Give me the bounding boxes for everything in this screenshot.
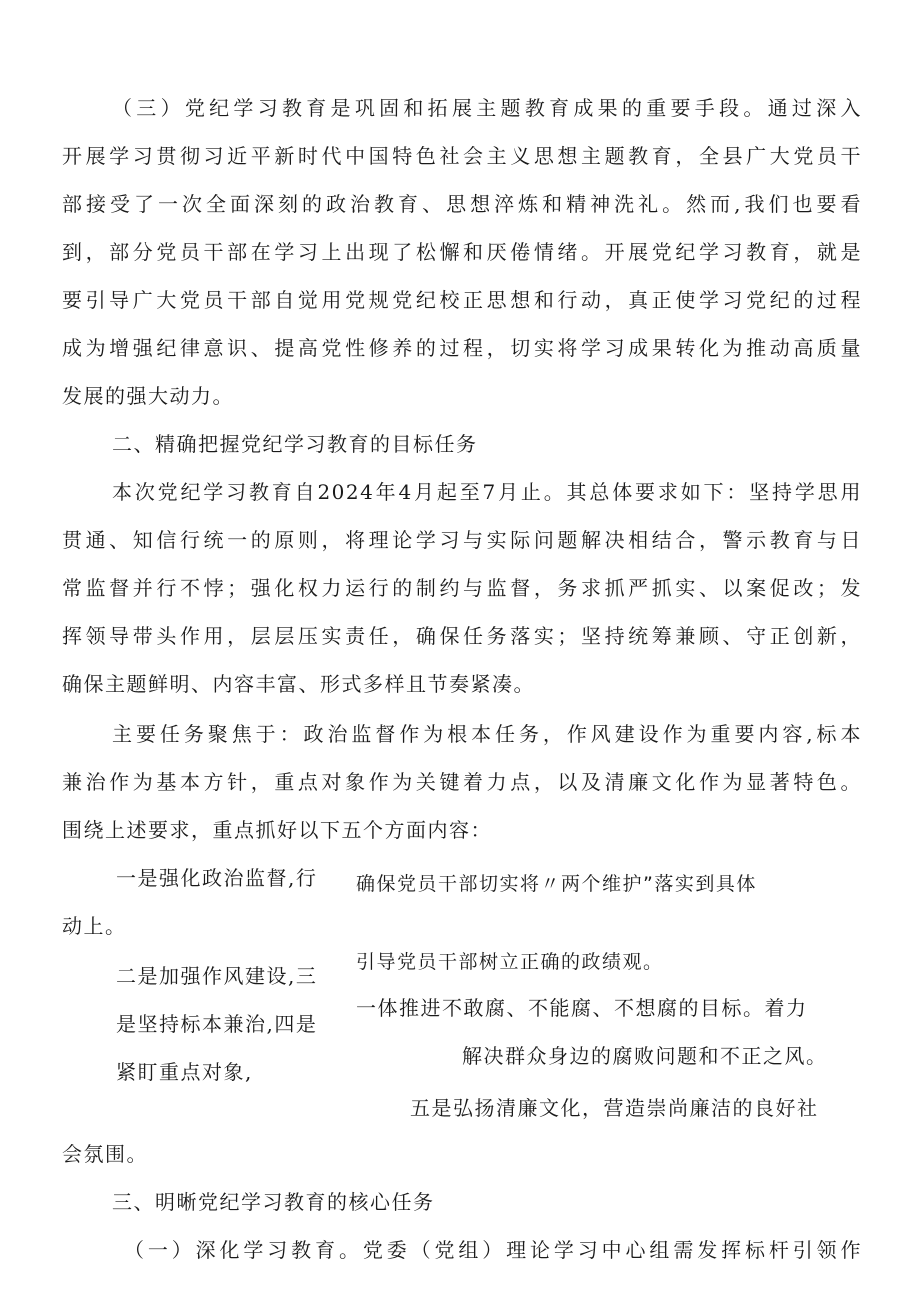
paragraph-line: （一）深化学习教育。党委（党组）理论学习中心组需发挥标杆引领作 <box>124 1238 862 1262</box>
text-fragment: 二是加强作风建设,三 <box>116 964 318 988</box>
paragraph-line: 常监督并行不悖；强化权力运行的制约与监督，务求抓严抓实、以案促改；发 <box>62 576 862 600</box>
section-heading: 三、明晰党纪学习教育的核心任务 <box>112 1190 435 1214</box>
paragraph-line: 围绕上述要求，重点抓好以下五个方面内容： <box>62 818 492 842</box>
text-fragment: 引导党员干部树立正确的政绩观。 <box>356 951 664 973</box>
paragraph-line: 到，部分党员干部在学习上出现了松懈和厌倦情绪。开展党纪学习教育，就是 <box>62 240 862 264</box>
paragraph-line: 要引导广大党员干部自觉用党规党纪校正思想和行动，真正使学习党纪的过程 <box>62 288 862 312</box>
text-fragment: 五是弘扬清廉文化，营造崇尚廉洁的良好社 <box>410 1096 819 1120</box>
text-fragment: 是坚持标本兼治,四是 <box>116 1012 318 1036</box>
paragraph-line: 挥领导带头作用，层层压实责任，确保任务落实；坚持统筹兼顾、守正创新， <box>62 624 862 648</box>
paragraph-line: 确保主题鲜明、内容丰富、形式多样且节奏紧凑。 <box>62 672 535 696</box>
paragraph-line: 兼治作为基本方针，重点对象作为关键着力点，以及清廉文化作为显著特色。 <box>62 770 862 794</box>
text-fragment: 确保党员干部切实将〃两个维护”落实到具体 <box>356 873 757 895</box>
paragraph-line: 发展的强大动力。 <box>62 384 234 408</box>
text-fragment: 会氛围。 <box>62 1142 148 1166</box>
paragraph-line: 主要任务聚焦于：政治监督作为根本任务，作风建设作为重要内容,标本 <box>112 722 862 746</box>
text-fragment: 紧盯重点对象, <box>116 1060 253 1084</box>
text-fragment: 一是强化政治监督,行 <box>116 866 318 890</box>
text-fragment: 解决群众身边的腐败问题和不正之风。 <box>462 1044 828 1068</box>
paragraph-line: （三）党纪学习教育是巩固和拓展主题教育成果的重要手段。通过深入 <box>112 96 862 120</box>
text-fragment: 动上。 <box>62 914 127 938</box>
paragraph-line: 本次党纪学习教育自2024年4月起至7月止。其总体要求如下：坚持学思用 <box>112 480 862 504</box>
text-fragment: 一体推进不敢腐、不能腐、不想腐的目标。着力 <box>356 996 808 1020</box>
paragraph-line: 成为增强纪律意识、提高党性修养的过程，切实将学习成果转化为推动高质量 <box>62 336 862 360</box>
paragraph-line: 开展学习贯彻习近平新时代中国特色社会主义思想主题教育，全县广大党员干 <box>62 144 862 168</box>
paragraph-line: 部接受了一次全面深刻的政治教育、思想淬炼和精神洗礼。然而,我们也要看 <box>62 192 862 216</box>
section-heading: 二、精确把握党纪学习教育的目标任务 <box>112 432 478 456</box>
paragraph-line: 贯通、知信行统一的原则，将理论学习与实际问题解决相结合，警示教育与日 <box>62 528 862 552</box>
